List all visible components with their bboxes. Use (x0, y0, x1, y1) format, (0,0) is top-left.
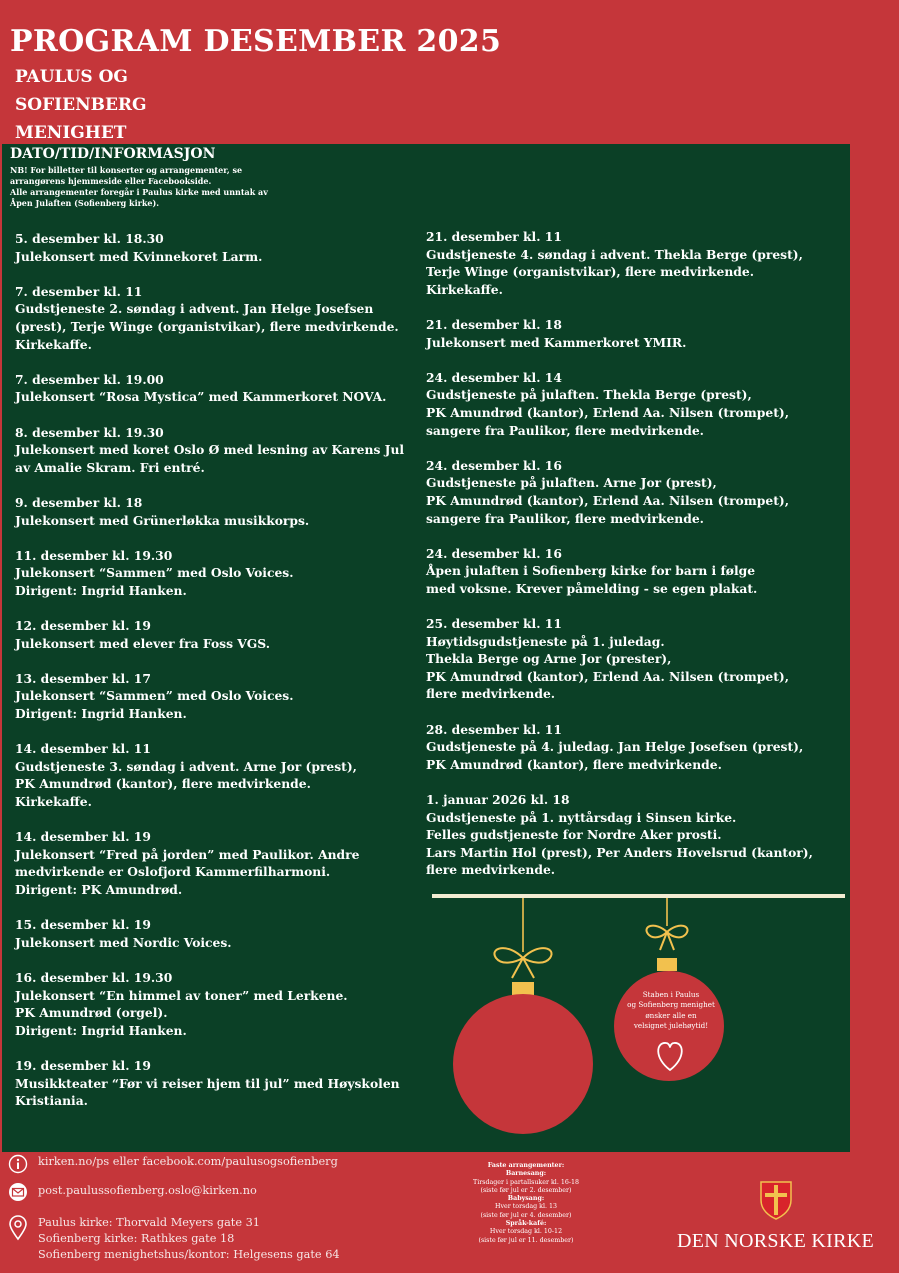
event-date: 24. desember kl. 16 (426, 457, 562, 473)
ornament-block-title: Babysang: (507, 1195, 545, 1203)
event-date: 11. desember kl. 19.30 (15, 547, 173, 563)
parish-name-line: SOFIENBERG (15, 95, 147, 115)
event-date: 19. desember kl. 19 (15, 1057, 151, 1073)
panel-note-line: Åpen Julaften (Sofienberg kirke). (10, 198, 160, 208)
event-description: PK Amundrød (kantor), Erlend Aa. Nilsen (trompet), (426, 668, 789, 684)
ornament-line: (siste før jul er 2. desember) (480, 1186, 572, 1194)
event-date: 13. desember kl. 17 (15, 670, 151, 686)
page-title: PROGRAM DESEMBER 2025 (10, 24, 502, 59)
event-date: 21. desember kl. 18 (426, 316, 562, 332)
ornament-line: Hver torsdag kl. 10-12 (489, 1228, 563, 1236)
ornament-ball-left (453, 994, 593, 1134)
event-description: Julekonsert med Kammerkoret YMIR. (426, 334, 687, 350)
ornament-heading: Faste arrangementer: (487, 1162, 565, 1169)
bow-icon (494, 948, 551, 978)
event-date: 8. desember kl. 19.30 (15, 424, 164, 440)
event-description: Julekonsert med Kvinnekoret Larm. (15, 248, 263, 264)
event-description: Gudstjeneste 3. søndag i advent. Arne Jor (prest), (15, 758, 357, 774)
event-description: med voksne. Krever påmelding - se egen plakat. (426, 580, 758, 596)
parish-name-line: PAULUS OG (15, 67, 128, 87)
event-description: PK Amundrød (kantor), Erlend Aa. Nilsen (trompet), (426, 404, 789, 420)
email-icon (8, 1182, 28, 1202)
event-description: Julekonsert med koret Oslo Ø med lesning av Karens Jul (15, 442, 405, 458)
event-date: 24. desember kl. 16 (426, 545, 562, 561)
church-cross-icon (759, 1180, 793, 1220)
event-description: Julekonsert med Grünerløkka musikkorps. (15, 512, 310, 528)
event-date: 25. desember kl. 11 (426, 616, 562, 632)
ornament-block-title: Barnesang: (505, 1170, 547, 1178)
event-description: PK Amundrød (orgel). (15, 1005, 168, 1021)
event-date: 9. desember kl. 18 (15, 494, 143, 510)
event-description: Dirigent: Ingrid Hanken. (15, 1022, 187, 1038)
email-link[interactable]: post.paulussofienberg.oslo@kirken.no (38, 1184, 257, 1197)
event-description: Musikkteater “Før vi reiser hjem til jul” med Høyskolen (15, 1075, 400, 1091)
event-description: Kristiania. (15, 1093, 88, 1109)
event-description: Høytidsgudstjeneste på 1. juledag. (426, 633, 665, 649)
ornament-line: velsignet julehøytid! (633, 1021, 709, 1031)
event-description: Gudstjeneste på julaften. Arne Jor (prest), (426, 475, 717, 491)
ornament-cap (657, 958, 677, 971)
event-description: sangere fra Paulikor, flere medvirkende. (426, 422, 704, 438)
event-description: Kirkekaffe. (426, 281, 503, 297)
event-description: (prest), Terje Winge (organistvikar), flere medvirkende. (15, 318, 399, 334)
ornament-rail (432, 894, 845, 898)
event-description: PK Amundrød (kantor), Erlend Aa. Nilsen (trompet), (426, 492, 789, 508)
ornament-line: ønsker alle en (645, 1010, 697, 1020)
event-description: Julekonsert “En himmel av toner” med Lerkene. (15, 987, 348, 1003)
event-description: sangere fra Paulikor, flere medvirkende. (426, 510, 704, 526)
event-description: Dirigent: PK Amundrød. (15, 881, 183, 897)
event-date: 14. desember kl. 11 (15, 741, 151, 757)
event-description: Gudstjeneste 2. søndag i advent. Jan Helge Josefsen (15, 301, 374, 317)
address-line: Sofienberg menighetshus/kontor: Helgesens gate 64 (38, 1248, 340, 1261)
event-date: 21. desember kl. 11 (426, 229, 562, 244)
event-date: 14. desember kl. 19 (15, 829, 151, 845)
event-description: PK Amundrød (kantor), flere medvirkende. (426, 756, 722, 772)
info-icon (8, 1154, 28, 1174)
panel-note-line: Alle arrangementer foregår i Paulus kirke med unntak av (10, 187, 268, 197)
location-pin-icon (8, 1215, 28, 1241)
event-description: Julekonsert “Fred på jorden” med Paulikor. Andre (15, 846, 360, 862)
panel-note-line: NB! For billetter til konserter og arrangementer, se (10, 165, 243, 175)
web-link[interactable]: kirken.no/ps eller facebook.com/paulusogsofienberg (38, 1155, 338, 1168)
event-description: Åpen julaften i Sofienberg kirke for barn i følge (426, 563, 756, 579)
event-description: Gudstjeneste på 4. juledag. Jan Helge Josefsen (prest), (426, 739, 804, 755)
event-date: 7. desember kl. 11 (15, 283, 143, 299)
event-description: Julekonsert “Sammen” med Oslo Voices. (15, 688, 294, 704)
event-description: Julekonsert “Rosa Mystica” med Kammerkoret NOVA. (15, 389, 387, 405)
ornament-line: Hver torsdag kl. 13 (494, 1203, 557, 1211)
event-description: Kirkekaffe. (15, 794, 92, 809)
ornament-line: og Sofienberg menighet (627, 1000, 715, 1010)
event-description: av Amalie Skram. Fri entré. (15, 459, 205, 475)
event-description: Terje Winge (organistvikar), flere medvirkende. (426, 264, 755, 280)
parish-name (15, 63, 215, 147)
event-description: Julekonsert med Nordic Voices. (15, 934, 232, 950)
event-description: flere medvirkende. (426, 686, 556, 702)
ornament-line: (siste før jul er 4. desember) (480, 1211, 572, 1219)
address-line: Paulus kirke: Thorvald Meyers gate 31 (38, 1216, 260, 1229)
event-description: Gudstjeneste på 1. nyttårsdag i Sinsen kirke. (426, 809, 737, 825)
event-date: 1. januar 2026 kl. 18 (426, 792, 570, 807)
event-description: PK Amundrød (kantor), flere medvirkende. (15, 776, 311, 792)
event-description: Lars Martin Hol (prest), Per Anders Hovelsrud (kantor), (426, 844, 813, 860)
panel-note-line: arrangørens hjemmeside eller Facebookside. (10, 176, 212, 186)
event-description: Julekonsert “Sammen” med Oslo Voices. (15, 565, 294, 581)
panel-heading: DATO/TID/INFORMASJON (10, 146, 216, 162)
event-date: 7. desember kl. 19.00 (15, 371, 164, 387)
event-description: Kirkekaffe. (15, 336, 92, 352)
event-description: Felles gudstjeneste for Nordre Aker prosti. (426, 827, 722, 843)
event-description: Dirigent: Ingrid Hanken. (15, 706, 187, 722)
address-line: Sofienberg kirke: Rathkes gate 18 (38, 1232, 235, 1245)
ornament-line: (siste før jul er 11. desember) (478, 1236, 574, 1244)
event-description: Gudstjeneste på julaften. Thekla Berge (prest), (426, 387, 752, 403)
ornament-line: Staben i Paulus (642, 990, 700, 999)
event-description: Dirigent: Ingrid Hanken. (15, 582, 187, 598)
event-date: 5. desember kl. 18.30 (15, 231, 164, 246)
ornament-right-text (619, 990, 723, 1032)
ornament-block-title: Språk-kafé: (505, 1220, 547, 1228)
parish-name-line: MENIGHET (15, 123, 127, 143)
event-date: 16. desember kl. 19.30 (15, 969, 173, 985)
event-date: 24. desember kl. 14 (426, 369, 562, 385)
event-date: 28. desember kl. 11 (426, 721, 562, 737)
event-description: Thekla Berge og Arne Jor (prester), (426, 651, 672, 667)
event-description: flere medvirkende. (426, 862, 556, 878)
event-description: Gudstjeneste 4. søndag i advent. Thekla Berge (prest), (426, 246, 803, 262)
ornament-cap (512, 982, 534, 996)
brand-name: DEN NORSKE KIRKE (677, 1230, 875, 1252)
event-date: 15. desember kl. 19 (15, 917, 151, 933)
event-description: medvirkende er Oslofjord Kammerfilharmoni. (15, 864, 331, 880)
bow-icon (646, 926, 687, 950)
ornament-line: Tirsdager i partallsuker kl. 16-18 (473, 1178, 579, 1186)
event-date: 12. desember kl. 19 (15, 618, 151, 634)
event-description: Julekonsert med elever fra Foss VGS. (15, 635, 271, 651)
